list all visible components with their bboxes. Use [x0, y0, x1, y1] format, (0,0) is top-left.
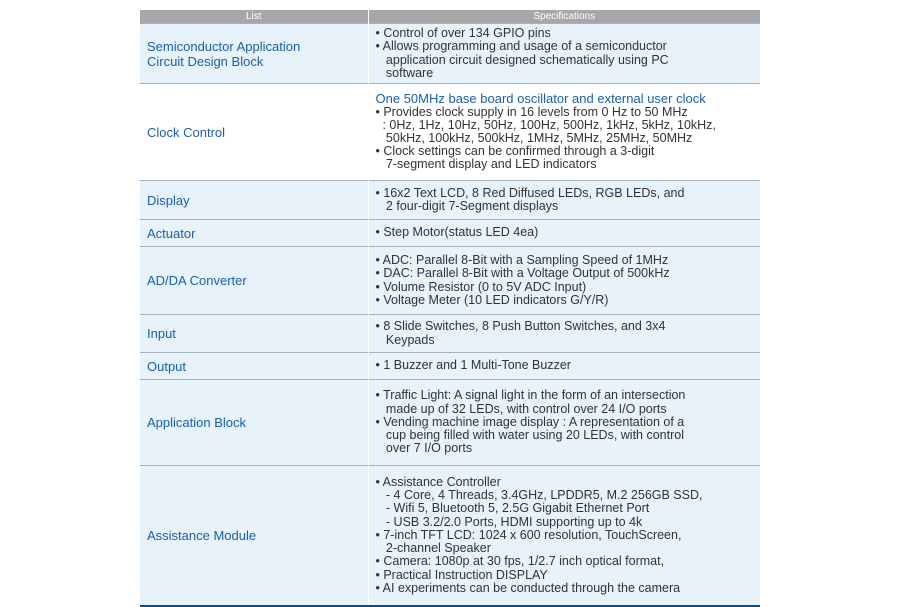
spec-line: Keypads	[375, 332, 435, 347]
table-row	[140, 353, 760, 380]
spec-line: cup being filled with water using 20 LEDs, with control	[375, 428, 684, 443]
header-list: List	[140, 10, 368, 24]
spec-line: - USB 3.2/2.0 Ports, HDMI supporting up to 4k	[375, 514, 643, 529]
spec-line: over 7 I/O ports	[375, 441, 473, 456]
row-name-application-block	[140, 380, 368, 466]
spec-line: • Allows programming and usage of a semiconductor	[375, 39, 667, 54]
row-name-line: Actuator	[147, 225, 196, 241]
row-spec-semiconductor-application	[368, 24, 760, 84]
row-name-line: Clock Control	[147, 124, 226, 140]
row-spec-output	[368, 353, 760, 380]
spec-line: • 16x2 Text LCD, 8 Red Diffused LEDs, RGB LEDs, and	[375, 185, 685, 200]
header-specifications: Specifications	[368, 10, 760, 24]
row-name-line: Circuit Design Block	[147, 53, 264, 69]
table-row	[140, 315, 760, 353]
row-name-line: Display	[147, 192, 190, 208]
spec-line: • DAC: Parallel 8-Bit with a Voltage Output of 500kHz	[375, 266, 670, 281]
spec-line: • Control of over 134 GPIO pins	[375, 26, 551, 41]
row-spec-ad-da-converter	[368, 247, 760, 315]
spec-line: • Vending machine image display : A representation of a	[375, 414, 685, 429]
spec-line: 50kHz, 100kHz, 500kHz, 1MHz, 5MHz, 25MHz, 50MHz	[375, 131, 693, 145]
spec-line: • 7-inch TFT LCD: 1024 x 600 resolution, TouchScreen,	[375, 527, 682, 542]
table-row	[140, 181, 760, 220]
spec-line: application circuit designed schematically using PC	[375, 52, 669, 67]
row-name-line: Output	[147, 358, 187, 374]
row-name-ad-da-converter	[140, 247, 368, 315]
row-name-assistance-module	[140, 466, 368, 607]
spec-line: • Practical Instruction DISPLAY	[375, 567, 548, 582]
spec-line: • 8 Slide Switches, 8 Push Button Switches, and 3x4	[375, 319, 666, 334]
spec-line: 2 four-digit 7-Segment displays	[375, 199, 559, 213]
specifications-table	[140, 10, 760, 607]
table-row	[140, 466, 760, 607]
spec-line: • Traffic Light: A signal light in the form of an intersection	[375, 388, 686, 403]
row-spec-actuator	[368, 220, 760, 247]
spec-line: - 4 Core, 4 Threads, 3.4GHz, LPDDR5, M.2 256GB SSD,	[375, 488, 703, 503]
table-row	[140, 84, 760, 181]
row-name-display	[140, 181, 368, 220]
spec-line: • Voltage Meter (10 LED indicators G/Y/R)	[375, 292, 609, 307]
spec-line: : 0Hz, 1Hz, 10Hz, 50Hz, 100Hz, 500Hz, 1kHz, 5kHz, 10kHz,	[375, 117, 716, 132]
row-name-semiconductor-application	[140, 24, 368, 84]
row-spec-assistance-module	[368, 466, 760, 607]
row-name-input	[140, 315, 368, 353]
header-row	[140, 10, 760, 24]
spec-line: • ADC: Parallel 8-Bit with a Sampling Speed of 1MHz	[375, 253, 669, 268]
spec-line: • AI experiments can be conducted through the camera	[375, 580, 681, 595]
row-spec-input	[368, 315, 760, 353]
spec-line: • 1 Buzzer and 1 Multi-Tone Buzzer	[375, 358, 571, 373]
spec-line: • Volume Resistor (0 to 5V ADC Input)	[375, 279, 587, 294]
row-spec-clock-control	[368, 84, 760, 181]
spec-highlight-line: One 50MHz base board oscillator and external user clock	[375, 91, 706, 107]
row-spec-application-block	[368, 380, 760, 466]
row-name-line: AD/DA Converter	[147, 273, 247, 288]
spec-line: - Wifi 5, Bluetooth 5, 2.5G Gigabit Ethernet Port	[375, 501, 650, 516]
spec-line: • Clock settings can be confirmed through a 3-digit	[375, 144, 655, 159]
row-name-line: Application Block	[147, 415, 246, 430]
spec-line: software	[375, 65, 434, 80]
row-name-line: Assistance Module	[147, 528, 257, 543]
spec-line: • Provides clock supply in 16 levels from 0 Hz to 50 MHz	[375, 104, 688, 119]
table-row	[140, 380, 760, 466]
spec-line: • Assistance Controller	[375, 475, 501, 490]
spec-line: 2-channel Speaker	[375, 541, 491, 556]
spec-line: • Step Motor(status LED 4ea)	[375, 225, 539, 240]
table-row	[140, 247, 760, 315]
spec-line: • Camera: 1080p at 30 fps, 1/2.7 inch optical format,	[375, 554, 665, 569]
row-name-actuator	[140, 220, 368, 247]
table-row	[140, 220, 760, 247]
spec-line: made up of 32 LEDs, with control over 24 I/O ports	[375, 401, 667, 416]
row-name-line: Input	[147, 326, 176, 341]
spec-line: 7-segment display and LED indicators	[375, 157, 597, 172]
row-name-output	[140, 353, 368, 380]
table-row	[140, 24, 760, 84]
row-name-clock-control	[140, 84, 368, 181]
row-name-line: Semiconductor Application	[147, 38, 301, 54]
row-spec-display	[368, 181, 760, 220]
